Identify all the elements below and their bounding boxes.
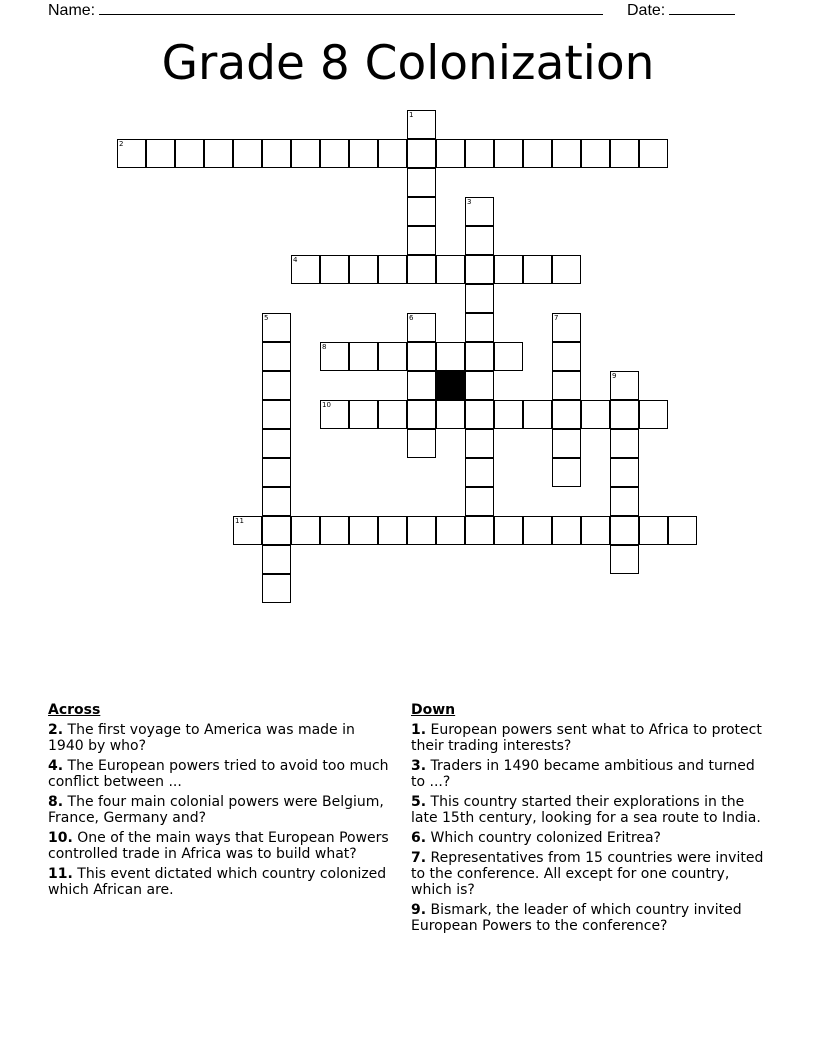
crossword-cell[interactable] <box>552 139 581 168</box>
crossword-cell[interactable] <box>523 400 552 429</box>
crossword-cell[interactable] <box>262 400 291 429</box>
crossword-cell[interactable] <box>465 197 494 226</box>
clue-text: This country started their explorations in the late 15th century, looking for a sea route to India. <box>411 794 761 826</box>
crossword-cell[interactable] <box>407 429 436 458</box>
crossword-cell[interactable] <box>407 400 436 429</box>
across-clue <box>48 830 393 862</box>
clue-text: Which country colonized Eritrea? <box>430 830 661 846</box>
clue-number: 5. <box>411 794 427 810</box>
crossword-cell[interactable] <box>407 313 436 342</box>
clue-number: 2. <box>48 722 64 738</box>
clue-number-label: 7 <box>554 314 559 322</box>
crossword-cell[interactable] <box>552 516 581 545</box>
across-clue <box>48 794 393 826</box>
clue-number-label: 8 <box>322 343 327 351</box>
down-clue <box>411 850 771 898</box>
date-label: Date: <box>627 2 666 19</box>
down-clue <box>411 830 771 846</box>
crossword-cell[interactable] <box>320 516 349 545</box>
crossword-cell[interactable] <box>378 342 407 371</box>
crossword-cell[interactable] <box>494 255 523 284</box>
crossword-cell[interactable] <box>610 429 639 458</box>
crossword-cell[interactable] <box>262 139 291 168</box>
name-date-line <box>48 0 748 20</box>
crossword-cell[interactable] <box>175 139 204 168</box>
crossword-cell[interactable] <box>378 255 407 284</box>
crossword-cell[interactable] <box>436 255 465 284</box>
crossword-cell[interactable] <box>436 139 465 168</box>
down-clue <box>411 722 771 754</box>
crossword-cell[interactable] <box>407 168 436 197</box>
across-clue <box>48 758 393 790</box>
crossword-cell[interactable] <box>349 516 378 545</box>
clue-text: Traders in 1490 became ambitious and turned to ...? <box>411 758 755 790</box>
date-field[interactable] <box>627 0 735 20</box>
clue-number-label: 10 <box>322 401 331 409</box>
crossword-cell[interactable] <box>407 139 436 168</box>
crossword-cell[interactable] <box>262 516 291 545</box>
crossword-cell[interactable] <box>610 487 639 516</box>
crossword-cell[interactable] <box>378 139 407 168</box>
crossword-cell[interactable] <box>494 342 523 371</box>
clue-text: The European powers tried to avoid too much conflict between ... <box>48 758 389 790</box>
crossword-cell[interactable] <box>494 400 523 429</box>
crossword-cell[interactable] <box>465 371 494 400</box>
crossword-cell[interactable] <box>204 139 233 168</box>
crossword-cell[interactable] <box>262 487 291 516</box>
crossword-cell[interactable] <box>262 313 291 342</box>
clue-text: European powers sent what to Africa to protect their trading interests? <box>411 722 762 754</box>
crossword-cell[interactable] <box>146 139 175 168</box>
crossword-cell[interactable] <box>610 139 639 168</box>
crossword-cell[interactable] <box>262 545 291 574</box>
crossword-cell[interactable] <box>407 516 436 545</box>
crossword-cell[interactable] <box>465 255 494 284</box>
clue-text: Representatives from 15 countries were invited to the conference. All except for one country, which is? <box>411 850 764 898</box>
crossword-cell[interactable] <box>291 139 320 168</box>
clue-number: 11. <box>48 866 73 882</box>
crossword-cell[interactable] <box>262 429 291 458</box>
crossword-cell[interactable] <box>465 342 494 371</box>
clue-text: Bismark, the leader of which country invited European Powers to the conference? <box>411 902 742 934</box>
clue-text: One of the main ways that European Powers controlled trade in Africa was to build what? <box>48 830 389 862</box>
blocked-cell <box>436 371 465 400</box>
crossword-cell[interactable] <box>465 458 494 487</box>
clue-number: 3. <box>411 758 427 774</box>
clue-number: 8. <box>48 794 64 810</box>
clue-number-label: 1 <box>409 111 414 119</box>
crossword-cell[interactable] <box>262 574 291 603</box>
crossword-cell[interactable] <box>523 139 552 168</box>
across-heading: Across <box>48 702 101 718</box>
crossword-cell[interactable] <box>465 313 494 342</box>
crossword-cell[interactable] <box>436 516 465 545</box>
date-blank[interactable] <box>669 0 735 15</box>
clue-number-label: 4 <box>293 256 298 264</box>
clue-number: 10. <box>48 830 73 846</box>
crossword-cell[interactable] <box>465 139 494 168</box>
crossword-cell[interactable] <box>552 400 581 429</box>
clue-number-label: 9 <box>612 372 617 380</box>
crossword-cell[interactable] <box>407 342 436 371</box>
crossword-cell[interactable] <box>639 139 668 168</box>
crossword-cell[interactable] <box>349 255 378 284</box>
clue-number: 7. <box>411 850 427 866</box>
name-field[interactable] <box>48 0 603 20</box>
crossword-cell[interactable] <box>233 516 262 545</box>
crossword-cell[interactable] <box>523 516 552 545</box>
crossword-cell[interactable] <box>407 226 436 255</box>
crossword-cell[interactable] <box>465 226 494 255</box>
crossword-cell[interactable] <box>262 458 291 487</box>
crossword-cell[interactable] <box>233 139 262 168</box>
across-clues <box>48 702 393 902</box>
clue-number-label: 6 <box>409 314 414 322</box>
crossword-cell[interactable] <box>349 139 378 168</box>
crossword-cell[interactable] <box>552 371 581 400</box>
crossword-cell[interactable] <box>262 342 291 371</box>
clue-number: 4. <box>48 758 64 774</box>
crossword-cell[interactable] <box>639 516 668 545</box>
crossword-cell[interactable] <box>610 545 639 574</box>
crossword-cell[interactable] <box>465 429 494 458</box>
crossword-cell[interactable] <box>291 255 320 284</box>
crossword-cell[interactable] <box>552 313 581 342</box>
crossword-cell[interactable] <box>262 371 291 400</box>
page-title: Grade 8 Colonization <box>161 36 655 91</box>
crossword-cell[interactable] <box>349 342 378 371</box>
crossword-cell[interactable] <box>610 371 639 400</box>
crossword-cell[interactable] <box>378 400 407 429</box>
name-blank[interactable] <box>99 0 603 15</box>
crossword-cell[interactable] <box>552 342 581 371</box>
crossword-cell[interactable] <box>407 197 436 226</box>
crossword-cell[interactable] <box>117 139 146 168</box>
crossword-cell[interactable] <box>465 516 494 545</box>
clue-number-label: 11 <box>235 517 244 525</box>
clue-number: 1. <box>411 722 427 738</box>
crossword-cell[interactable] <box>639 400 668 429</box>
crossword-cell[interactable] <box>552 458 581 487</box>
across-clue <box>48 866 393 898</box>
crossword-cell[interactable] <box>320 139 349 168</box>
clue-number-label: 5 <box>264 314 269 322</box>
clue-text: The first voyage to America was made in 1940 by who? <box>48 722 355 754</box>
clue-text: The four main colonial powers were Belgium, France, Germany and? <box>48 794 384 826</box>
crossword-cell[interactable] <box>320 342 349 371</box>
down-clue <box>411 902 771 934</box>
crossword-cell[interactable] <box>610 458 639 487</box>
clue-number-label: 2 <box>119 140 124 148</box>
crossword-cell[interactable] <box>523 255 552 284</box>
crossword-cell[interactable] <box>668 516 697 545</box>
crossword-cell[interactable] <box>378 516 407 545</box>
name-label: Name: <box>48 2 96 19</box>
crossword-cell[interactable] <box>465 487 494 516</box>
crossword-cell[interactable] <box>320 400 349 429</box>
clue-text: This event dictated which country colonized which African are. <box>48 866 387 898</box>
clue-number-label: 3 <box>467 198 472 206</box>
crossword-cell[interactable] <box>552 255 581 284</box>
crossword-cell[interactable] <box>581 400 610 429</box>
clue-number: 9. <box>411 902 427 918</box>
crossword-cell[interactable] <box>436 400 465 429</box>
crossword-cell[interactable] <box>610 516 639 545</box>
down-heading: Down <box>411 702 456 718</box>
crossword-cell[interactable] <box>610 400 639 429</box>
across-clue <box>48 722 393 754</box>
down-clues <box>411 702 771 938</box>
down-clue <box>411 758 771 790</box>
clue-number: 6. <box>411 830 427 846</box>
crossword-cell[interactable] <box>320 255 349 284</box>
crossword-cell[interactable] <box>494 516 523 545</box>
crossword-cell[interactable] <box>552 429 581 458</box>
crossword-cell[interactable] <box>407 110 436 139</box>
crossword-cell[interactable] <box>407 371 436 400</box>
crossword-cell[interactable] <box>291 516 320 545</box>
crossword-cell[interactable] <box>349 400 378 429</box>
crossword-cell[interactable] <box>581 516 610 545</box>
crossword-cell[interactable] <box>407 255 436 284</box>
crossword-cell[interactable] <box>581 139 610 168</box>
crossword-cell[interactable] <box>494 139 523 168</box>
crossword-cell[interactable] <box>465 400 494 429</box>
down-clue <box>411 794 771 826</box>
crossword-cell[interactable] <box>436 342 465 371</box>
crossword-cell[interactable] <box>465 284 494 313</box>
